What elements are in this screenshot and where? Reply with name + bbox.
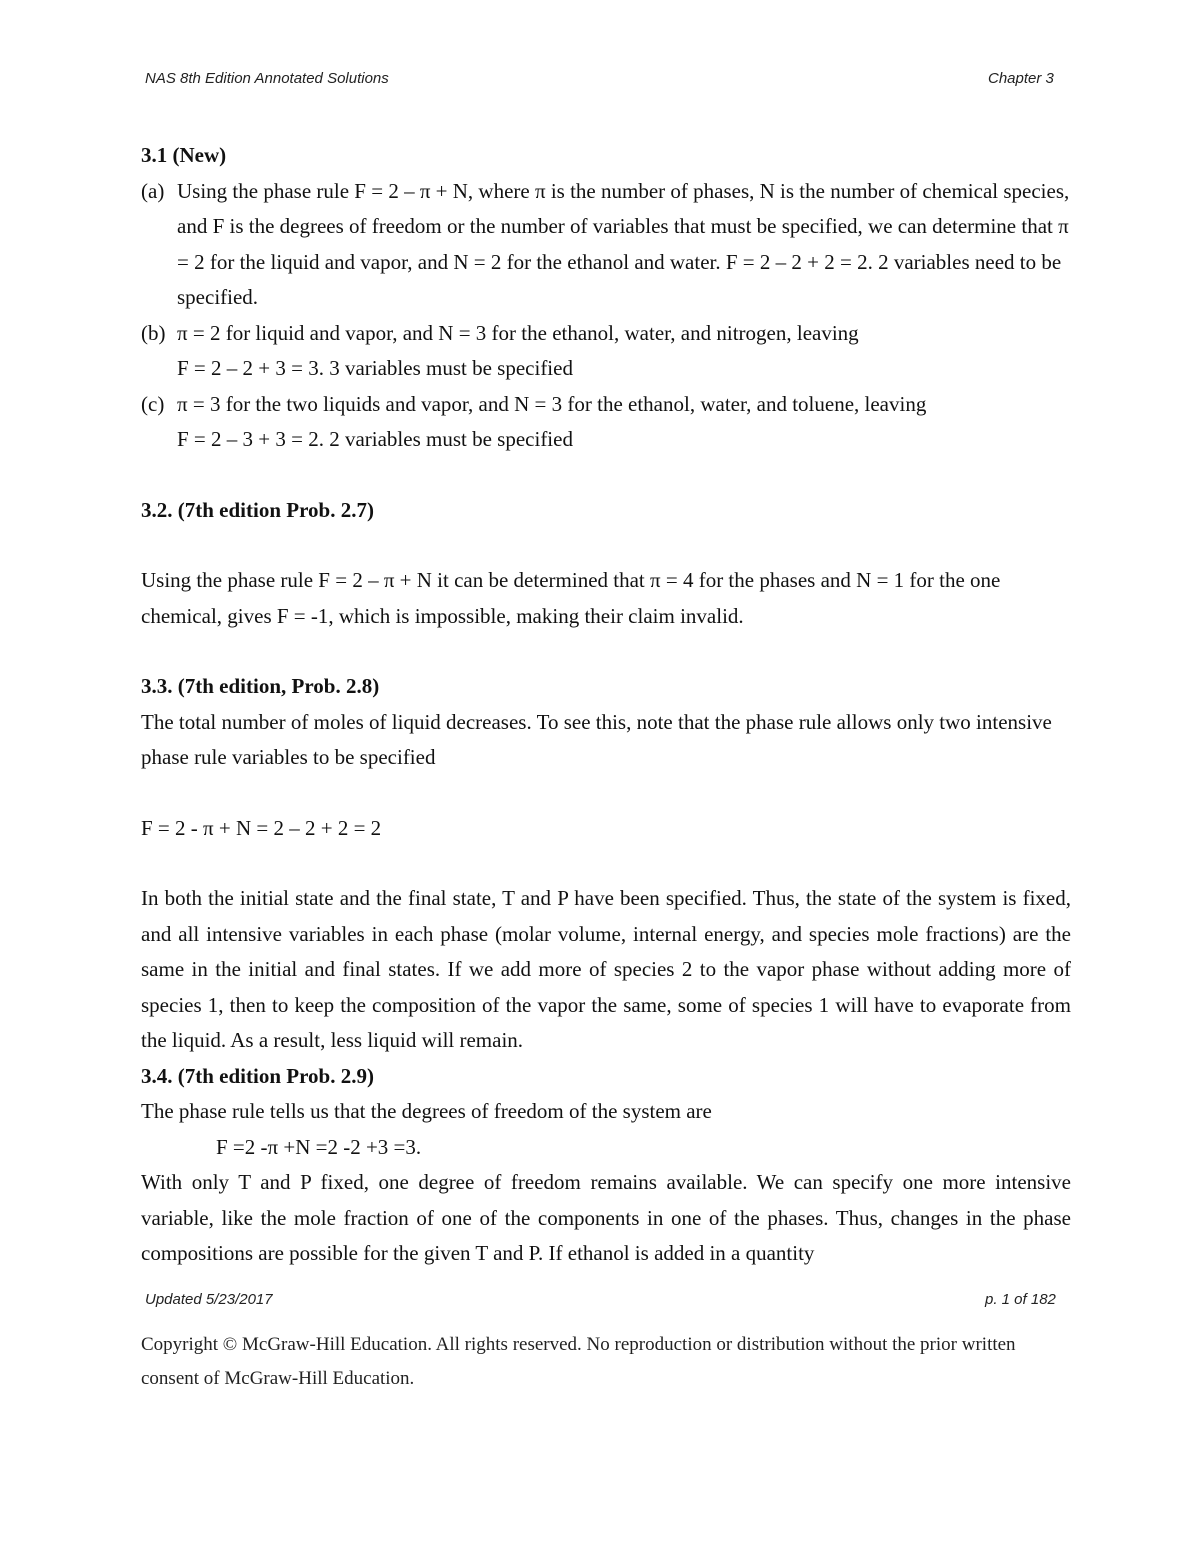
problem-3-1-heading: 3.1 (New) [141, 143, 227, 167]
part-c-marker: (c) [141, 391, 165, 416]
problem-3-3-equation: F = 2 - π + N = 2 – 2 + 2 = 2 [141, 815, 382, 840]
part-c-equation: F = 2 – 3 + 3 = 2. 2 variables must be specified [177, 427, 573, 451]
part-a-marker: (a) [141, 178, 165, 203]
copyright-notice: Copyright © McGraw-Hill Education. All rights reserved. No reproduction or distribution without the prior written consent of McGraw-Hill Education. [141, 1334, 1016, 1389]
spacer [141, 634, 1071, 669]
spacer [141, 846, 1071, 881]
problem-3-3-explanation: In both the initial state and the final state, T and P have been specified. Thus, the state of the system is fixed, and all intensive variables in each phase (molar volume, internal energy, and species mole fractions) are the same in the initial and final states. If we add more of species 2 to the vapor phase without adding more of species 1, then to keep the composition of the vapor the same, some of species 1 will have to evaporate from the liquid. As a result, less liquid will remain. [141, 886, 1071, 1052]
part-c-text: π = 3 for the two liquids and vapor, and N = 3 for the ethanol, water, and toluene, leaving [177, 391, 927, 416]
problem-3-3-heading: 3.3. (7th edition, Prob. 2.8) [141, 674, 380, 698]
problem-3-1-part-b [141, 316, 1071, 352]
problem-3-4-explanation: With only T and P fixed, one degree of freedom remains available. We can specify one more intensive variable, like the mole fraction of one of the components in one of the phases. Thus, changes in the phase compositions are possible for the given T and P. If ethanol is added in a quantity [141, 1170, 1071, 1265]
footer-updated-date: Updated 5/23/2017 [145, 1291, 273, 1308]
spacer [141, 458, 1071, 493]
spacer [141, 776, 1071, 811]
part-b-equation: F = 2 – 2 + 3 = 3. 3 variables must be specified [177, 356, 573, 380]
problem-3-1-part-c [141, 387, 1071, 423]
problem-3-2-text: Using the phase rule F = 2 – π + N it can be determined that π = 4 for the phases and N = 1 for the one chemical, gives F = -1, which is impossible, making their claim invalid. [141, 568, 1001, 628]
part-a-text: Using the phase rule F = 2 – π + N, where π is the number of phases, N is the number of chemical species, and F is the degrees of freedom or the number of variables that must be specified, we can determine that π = 2 for the liquid and vapor, and N = 2 for the ethanol and water. F = 2 – 2 + 2 = 2. 2 variables need to be specified. [177, 178, 1070, 309]
running-header-title: NAS 8th Edition Annotated Solutions [145, 70, 389, 87]
problem-3-1-part-a [141, 174, 1071, 316]
problem-3-4-heading: 3.4. (7th edition Prob. 2.9) [141, 1063, 374, 1088]
spacer [141, 528, 1071, 563]
problem-3-4-intro: The phase rule tells us that the degrees of freedom of the system are [141, 1099, 712, 1123]
problem-3-4-equation: F =2 -π +N =2 -2 +3 =3. [216, 1134, 422, 1159]
problem-3-3-intro: The total number of moles of liquid decreases. To see this, note that the phase rule allows only two intensive phase rule variables to be specified [141, 709, 1052, 769]
page-body [141, 138, 1071, 1272]
running-header-chapter: Chapter 3 [988, 70, 1054, 87]
part-b-text: π = 2 for liquid and vapor, and N = 3 for the ethanol, water, and nitrogen, leaving [177, 320, 859, 345]
part-b-marker: (b) [141, 320, 166, 345]
footer-page-number: p. 1 of 182 [985, 1291, 1056, 1308]
problem-3-2-heading: 3.2. (7th edition Prob. 2.7) [141, 497, 374, 522]
